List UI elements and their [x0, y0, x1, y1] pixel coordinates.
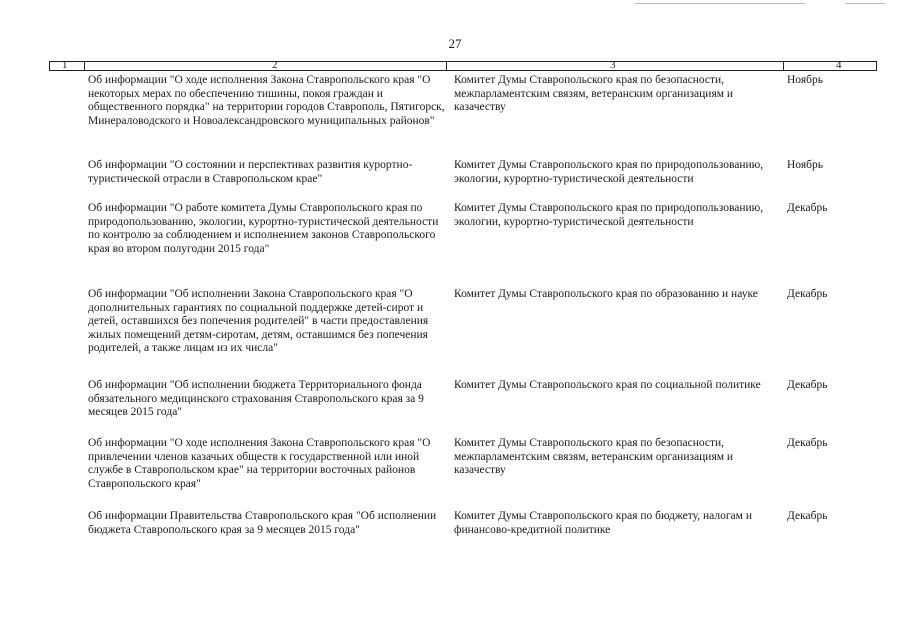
row-topic: Об информации "Об исполнении бюджета Территориального фонда обязательного медицинского страхования Ставропольского края за 9 месяцев 2015 года"	[88, 379, 424, 419]
row-responsible: Комитет Думы Ставропольского края по природопользованию, экологии, курортно-туристической деятельности	[454, 159, 764, 185]
scan-artifact	[845, 3, 885, 4]
row-topic: Об информации "О работе комитета Думы Ставропольского края по природопользованию, экологии, курортно-туристической деятельности по контролю за соблюдением и исполнением законов Ставропольского края во втором полугодии 2015 года"	[88, 202, 439, 255]
row-responsible: Комитет Думы Ставропольского края по природопользованию, экологии, курортно-туристической деятельности	[454, 202, 764, 228]
table-header-col-4: 4	[836, 59, 842, 71]
row-month: Ноябрь	[787, 74, 823, 86]
header-divider	[783, 62, 784, 70]
row-month: Декабрь	[787, 379, 828, 391]
row-topic: Об информации "Об исполнении Закона Ставропольского края "О дополнительных гарантиях по социальной поддержке детей-сирот и детей, оставшихся без попечения родителей" в части предоставления жилых помещений детям-сиротам, детям, оставшимся без попечения родителей, а также лицам из их числа"	[88, 288, 429, 355]
header-divider	[446, 62, 447, 70]
row-topic: Об информации "О ходе исполнения Закона Ставропольского края "О привлечении членов казачьих обществ к государственной или иной службе в Ставропольском крае" на территории восточных районов Ставропольского края"	[88, 437, 431, 490]
row-month: Декабрь	[787, 510, 828, 522]
row-month: Декабрь	[787, 202, 828, 214]
table-header	[49, 61, 877, 71]
row-topic: Об информации Правительства Ставропольского края "Об исполнении бюджета Ставропольского края за 9 месяцев 2015 года"	[88, 510, 437, 536]
row-topic: Об информации "О состоянии и перспективах развития курортно-туристической отрасли в Ставропольском крае"	[88, 159, 413, 185]
row-topic: Об информации "О ходе исполнения Закона Ставропольского края "О некоторых мерах по обеспечению тишины, покоя граждан и общественного порядка" на территории городов Ставрополь, Пятигорск, Минераловодского и Новоалександровского муниципальных районов"	[88, 74, 445, 127]
table-header-col-1: 1	[62, 59, 68, 71]
scan-artifact	[635, 3, 805, 4]
row-responsible: Комитет Думы Ставропольского края по безопасности, межпарламентским связям, ветеранским организациям и казачеству	[454, 74, 734, 114]
table-header-col-2: 2	[272, 59, 278, 71]
header-divider	[84, 62, 85, 70]
row-responsible: Комитет Думы Ставропольского края по образованию и науке	[454, 288, 758, 300]
page-number: 27	[448, 36, 462, 51]
row-responsible: Комитет Думы Ставропольского края по бюджету, налогам и финансово-кредитной политике	[454, 510, 752, 536]
row-month: Декабрь	[787, 437, 828, 449]
table-header-col-3: 3	[610, 59, 616, 71]
row-responsible: Комитет Думы Ставропольского края по безопасности, межпарламентским связям, ветеранским организациям и казачеству	[454, 437, 734, 477]
row-month: Декабрь	[787, 288, 828, 300]
row-month: Ноябрь	[787, 159, 823, 171]
row-responsible: Комитет Думы Ставропольского края по социальной политике	[454, 379, 761, 391]
